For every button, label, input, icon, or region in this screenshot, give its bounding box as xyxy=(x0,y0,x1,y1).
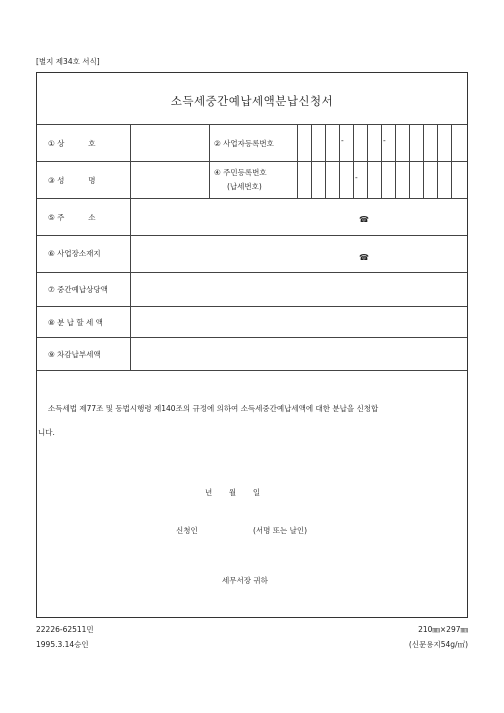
phone-icon: ☎ xyxy=(359,215,369,224)
divider xyxy=(395,161,396,198)
divider xyxy=(37,370,467,371)
resident-number-label: ④ 주민등록번호 xyxy=(214,168,267,177)
dash-separator: - xyxy=(355,173,358,182)
date-line: 년 월 일 xyxy=(205,488,261,497)
divider xyxy=(381,161,382,198)
divider xyxy=(325,124,326,161)
divider xyxy=(311,161,312,198)
divider xyxy=(423,161,424,198)
divider xyxy=(353,124,354,161)
divider xyxy=(381,124,382,161)
approval-date: 1995.3.14승인 xyxy=(36,640,89,649)
divider xyxy=(37,306,467,307)
divider xyxy=(37,337,467,338)
divider xyxy=(353,161,354,198)
application-form xyxy=(36,72,468,618)
divider xyxy=(37,198,467,199)
address-label: ⑤ 주 소 xyxy=(48,213,96,222)
applicant-label: 신청인 xyxy=(176,526,198,535)
divider xyxy=(339,161,340,198)
installment-amount-label: ⑧ 분 납 할 세 액 xyxy=(48,318,103,327)
divider xyxy=(451,124,452,161)
statement-line: 소득세법 제77조 및 동법시행령 제140조의 규정에 의하여 소득세중간예납세액에 대한 분납을 신청합 xyxy=(48,404,379,413)
statement-line: 니다. xyxy=(38,428,55,437)
dash-separator: - xyxy=(341,136,344,145)
divider xyxy=(37,124,467,125)
business-registration-number-label: ② 사업자등록번호 xyxy=(214,139,274,148)
paper-type: (신문용지54g/㎡) xyxy=(408,640,468,649)
form-number-note: [별지 제34호 서식] xyxy=(36,57,100,66)
interim-tax-label: ⑦ 중간예납상당액 xyxy=(48,285,108,294)
form-title: 소득세중간예납세액분납신청서 xyxy=(170,94,334,108)
divider xyxy=(311,124,312,161)
signature-label: (서명 또는 날인) xyxy=(253,526,308,535)
divider xyxy=(437,161,438,198)
trade-name-label: ① 상 호 xyxy=(48,139,96,148)
business-address-label: ⑥ 사업장소재지 xyxy=(48,249,101,258)
recipient-line: 세무서장 귀하 xyxy=(222,576,268,585)
divider xyxy=(130,124,131,370)
name-label: ③ 성 명 xyxy=(48,176,96,185)
divider xyxy=(395,124,396,161)
form-code: 22226-62511민 xyxy=(36,625,94,634)
application-statement xyxy=(38,397,463,445)
divider xyxy=(437,124,438,161)
divider xyxy=(409,124,410,161)
divider xyxy=(451,161,452,198)
dash-separator: - xyxy=(383,136,386,145)
phone-icon: ☎ xyxy=(359,253,369,262)
divider xyxy=(37,161,467,162)
divider xyxy=(339,124,340,161)
divider xyxy=(297,124,298,198)
divider xyxy=(37,235,467,236)
divider xyxy=(409,161,410,198)
divider xyxy=(37,272,467,273)
divider xyxy=(367,124,368,161)
paper-size: 210㎜×297㎜ xyxy=(418,625,468,634)
divider xyxy=(209,124,210,198)
divider xyxy=(423,124,424,161)
divider xyxy=(367,161,368,198)
tax-number-label: (납세번호) xyxy=(227,182,262,191)
balance-amount-label: ⑨ 차감납부세액 xyxy=(48,350,101,359)
divider xyxy=(325,161,326,198)
